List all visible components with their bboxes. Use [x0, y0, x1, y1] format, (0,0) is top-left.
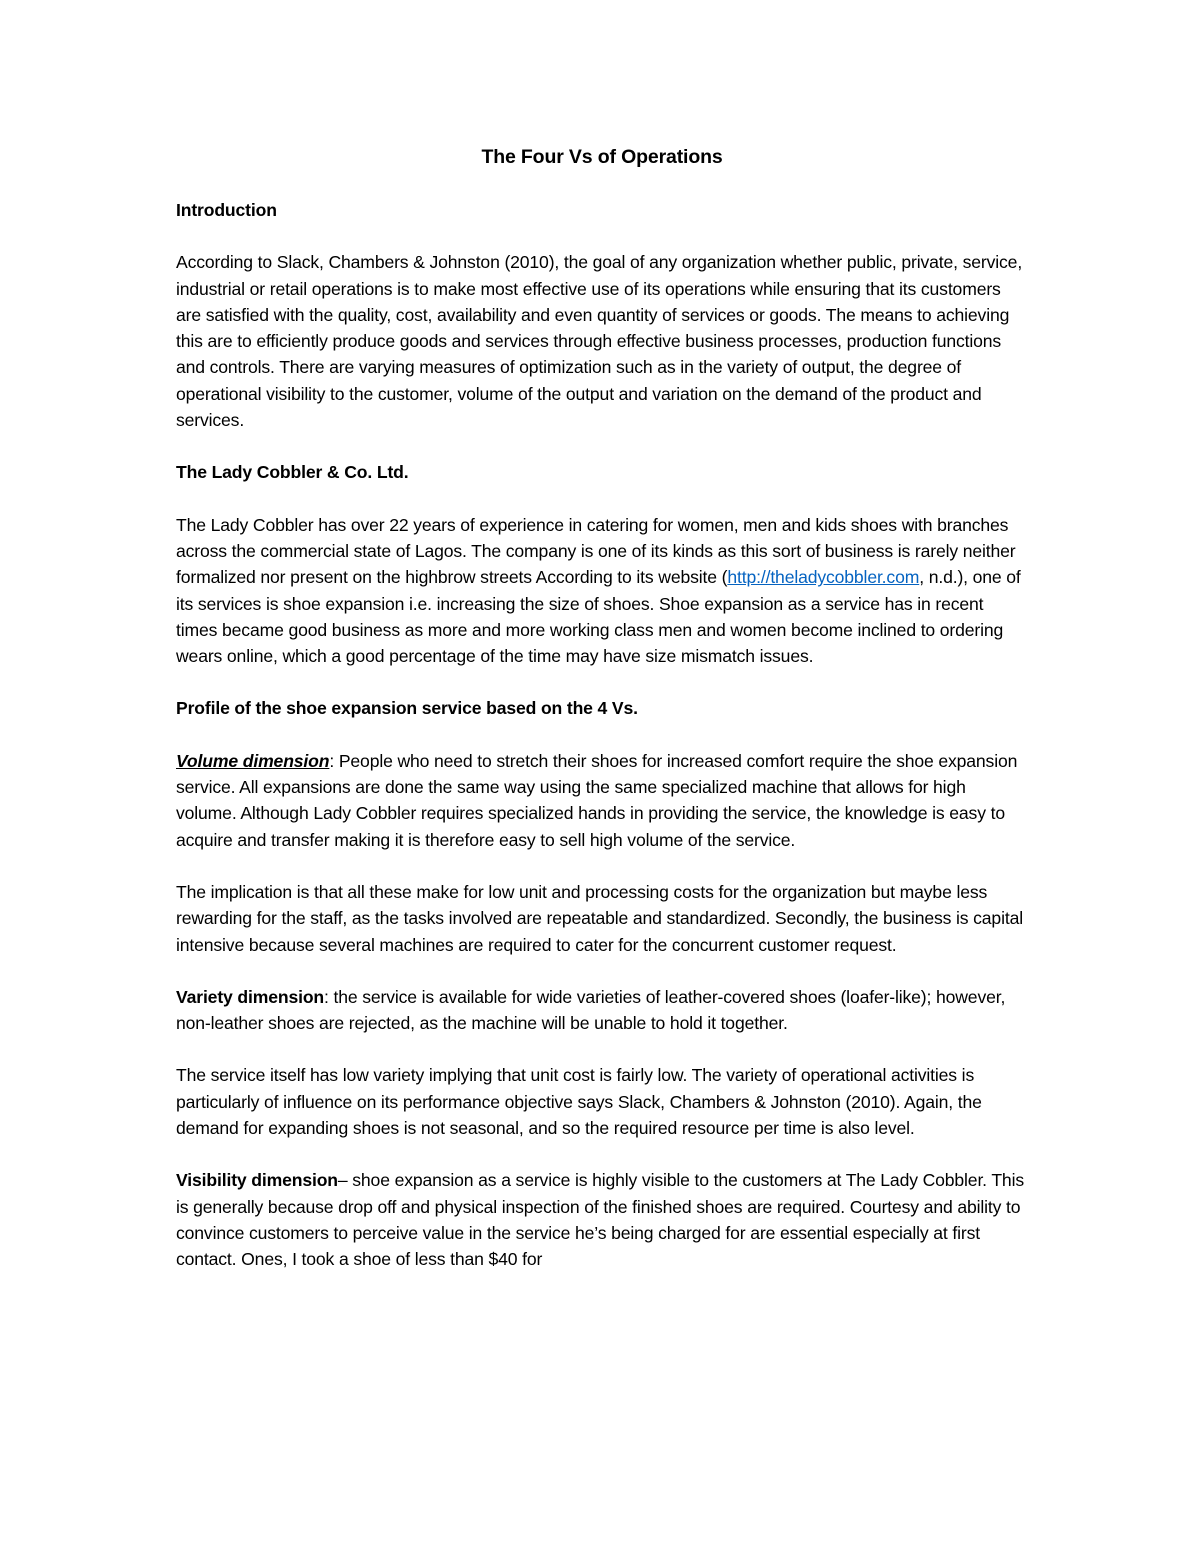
- introduction-paragraph: According to Slack, Chambers & Johnston (2010), the goal of any organization whether public, private, service, industrial or retail operations is to make most effective use of its operations while ensuring that its customers are satisfied with the quality, cost, availability and even quantity of services or goods. The means to achieving this are to efficiently produce goods and services through effective business processes, production functions and controls. There are varying measures of optimization such as in the variety of output, the degree of operational visibility to the customer, volume of the output and variation on the demand of the product and services.: [176, 252, 1023, 431]
- visibility-dimension-text: – shoe expansion as a service is highly visible to the customers at The Lady Cobbler. This is generally because drop off and physical inspection of the finished shoes are required. Courtesy and ability to convince customers to perceive value in the service he’s being charged for are essential especially at first contact. Ones, I took a shoe of less than $40 for: [176, 1170, 1024, 1270]
- company-paragraph: [176, 512, 1028, 670]
- company-heading: The Lady Cobbler & Co. Ltd.: [176, 462, 409, 483]
- volume-dimension-text: : People who need to stretch their shoes for increased comfort require the shoe expansion service. All expansions are done the same way using the same specialized machine that allows for high volume. Although Lady Cobbler requires specialized hands in providing the service, the knowledge is easy to acquire and transfer making it is therefore easy to sell high volume of the service.: [176, 750, 1018, 850]
- company-website-link[interactable]: http://theladycobbler.com: [727, 567, 920, 588]
- introduction-heading: Introduction: [176, 200, 277, 220]
- variety-dimension-text: : the service is available for wide varieties of leather-covered shoes (loafer-like); however, non-leather shoes are rejected, as the machine will be unable to hold it together.: [176, 986, 1006, 1034]
- document-title: The Four Vs of Operations: [481, 146, 723, 168]
- variety-implication-paragraph: The service itself has low variety implying that unit cost is fairly low. The variety of operational activities is particularly of influence on its performance objective says Slack, Chambers & Johnston (2010). Again, the demand for expanding shoes is not seasonal, and so the required resource per time is also level.: [176, 1065, 982, 1139]
- visibility-dimension-label: Visibility dimension: [176, 1170, 338, 1191]
- volume-implication-paragraph: The implication is that all these make for low unit and processing costs for the organization but maybe less rewarding for the staff, as the tasks involved are repeatable and standardized. Secondly, the business is capital intensive because several machines are required to cater for the concurrent customer request.: [176, 881, 1023, 955]
- company-text-before-link: The Lady Cobbler has over 22 years of experience in catering for women, men and kids shoes with branches across the commercial state of Lagos. The company is one of its kinds as this sort of business is rarely neither formalized nor present on the highbrow streets According to its website (: [176, 514, 1016, 588]
- variety-dimension-label: Variety dimension: [176, 986, 325, 1007]
- profile-heading: Profile of the shoe expansion service based on the 4 Vs.: [176, 698, 638, 719]
- volume-dimension-label: Volume dimension: [176, 750, 330, 771]
- visibility-paragraph: [176, 1167, 1028, 1272]
- volume-paragraph: [176, 748, 1028, 853]
- document-body: [176, 143, 1028, 1299]
- variety-paragraph: [176, 984, 1028, 1037]
- company-text-after-link: , n.d.), one of its services is shoe expansion i.e. increasing the size of shoes. Shoe expansion as a service has in recent times became good business as more and more working class men and women become inclined to ordering wears online, which a good percentage of the time may have size mismatch issues.: [176, 567, 1021, 667]
